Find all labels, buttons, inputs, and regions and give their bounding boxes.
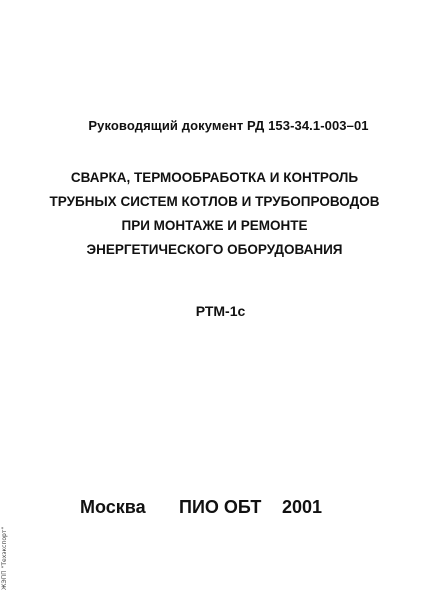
title-line-3: ПРИ МОНТАЖЕ И РЕМОНТЕ <box>121 218 308 233</box>
title-line-4: ЭНЕРГЕТИЧЕСКОГО ОБОРУДОВАНИЯ <box>86 242 343 257</box>
document-code: РТМ-1с <box>195 303 246 319</box>
side-watermark-note: ЖЭПП "Техэкспорт" <box>1 526 8 590</box>
imprint-publisher: ПИО ОБТ <box>179 497 262 517</box>
document-title <box>0 166 429 262</box>
imprint <box>0 497 429 521</box>
title-line-1: СВАРКА, ТЕРМООБРАБОТКА И КОНТРОЛЬ <box>70 170 359 185</box>
imprint-city: Москва <box>80 497 146 517</box>
imprint-year: 2001 <box>282 497 323 517</box>
title-line-2: ТРУБНЫХ СИСТЕМ КОТЛОВ И ТРУБОПРОВОДОВ <box>49 194 380 209</box>
document-reference: Руководящий документ РД 153-34.1-003–01 <box>88 118 369 133</box>
